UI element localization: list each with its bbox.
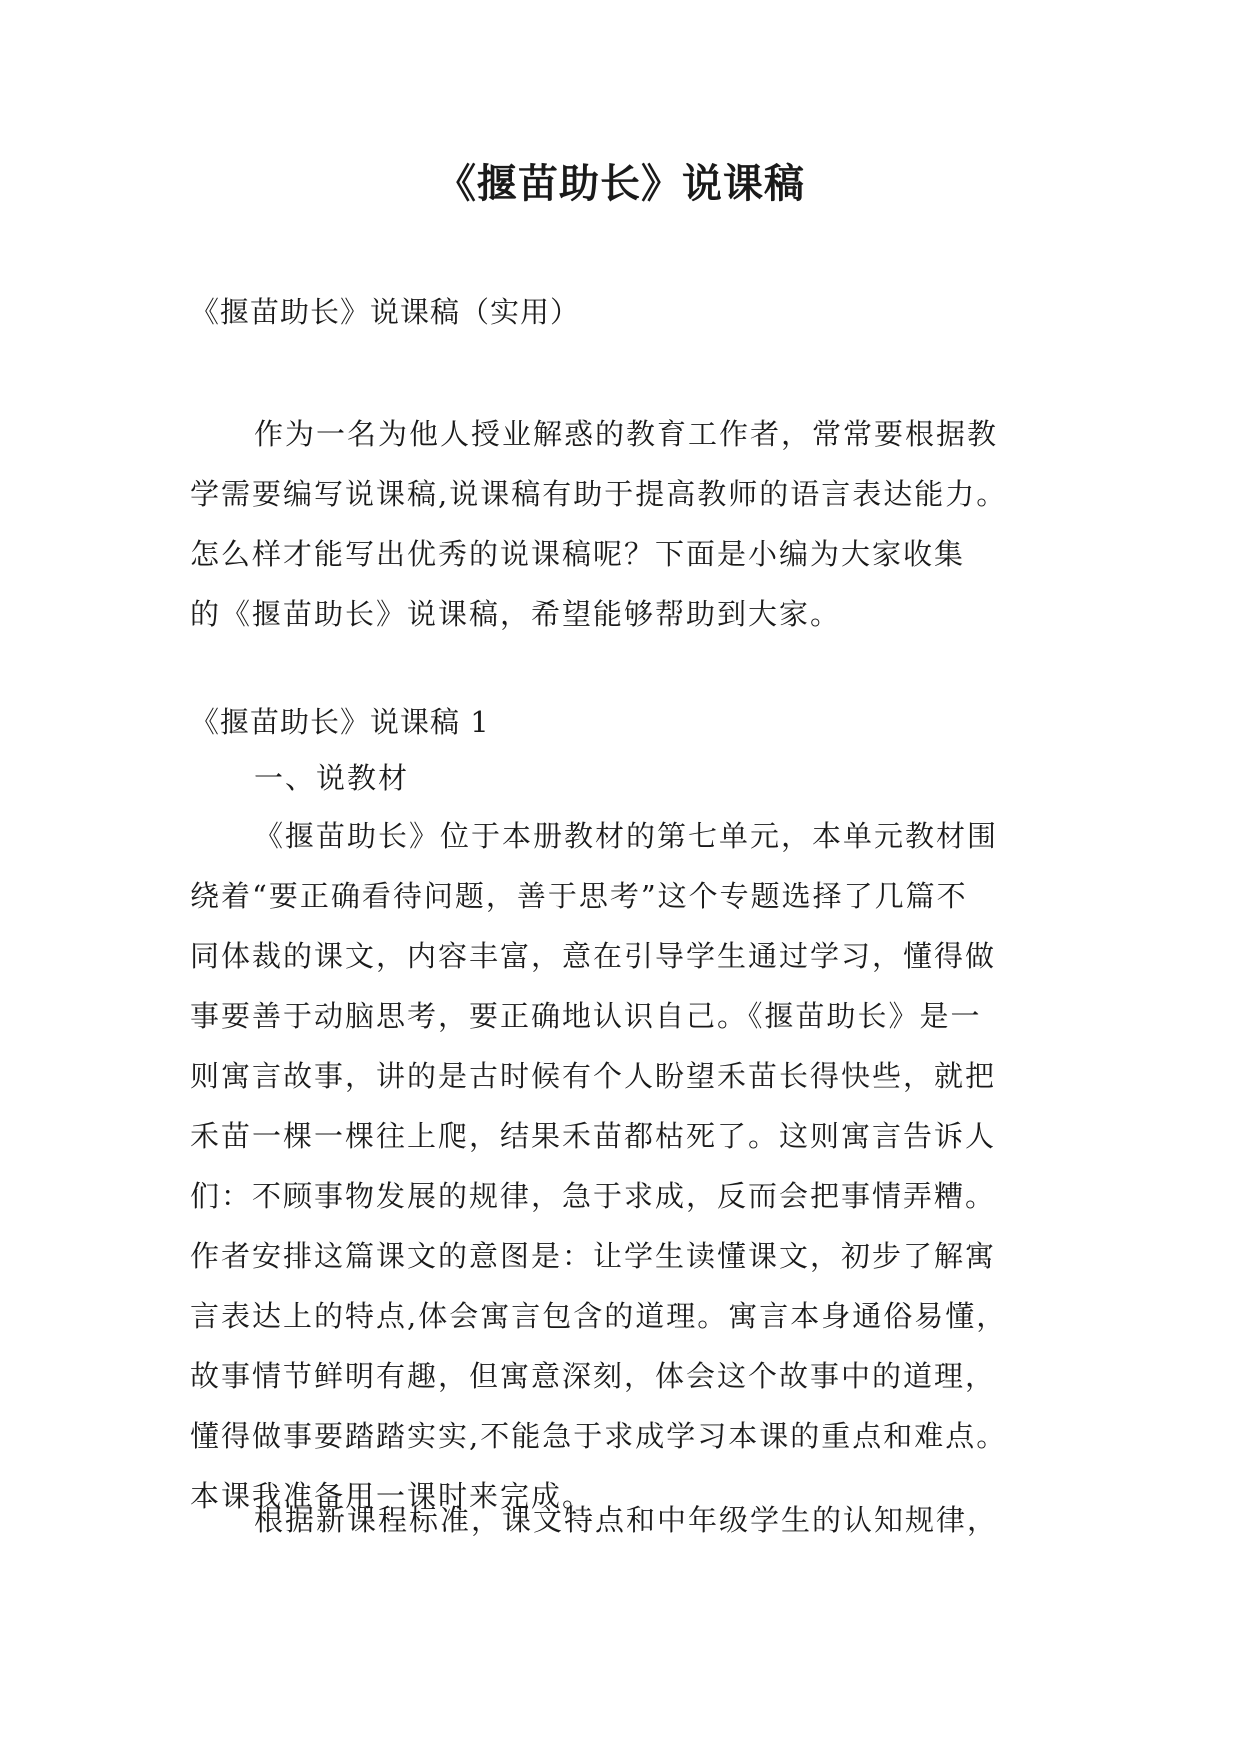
body-line: 同体裁的课文，内容丰富，意在引导学生通过学习，懂得做 [190, 939, 997, 973]
document-title: 《揠苗助长》说课稿 [436, 160, 805, 207]
intro-line: 的《揠苗助长》说课稿，希望能够帮助到大家。 [190, 597, 842, 631]
body-paragraph [190, 1490, 1070, 1550]
body-line: 懂得做事要踏踏实实,不能急于求成学习本课的重点和难点。 [190, 1419, 1008, 1453]
body-line: 故事情节鲜明有趣，但寓意深刻，体会这个故事中的道理， [190, 1359, 997, 1393]
body-line: 言表达上的特点,体会寓言包含的道理。寓言本身通俗易懂， [190, 1299, 1008, 1333]
body-line: 则寓言故事，讲的是古时候有个人盼望禾苗长得快些，就把 [190, 1059, 997, 1093]
section-heading: 一、说教材 [254, 761, 410, 795]
intro-paragraph [190, 404, 1070, 644]
body-line: 《揠苗助长》位于本册教材的第七单元，本单元教材围 [254, 819, 999, 853]
body-line: 本课我准备用一课时来完成。 [190, 1479, 594, 1513]
body-line: 作者安排这篇课文的意图是：让学生读懂课文，初步了解寓 [190, 1239, 997, 1273]
intro-line: 学需要编写说课稿,说课稿有助于提高教师的语言表达能力。 [190, 477, 1008, 511]
body-line: 绕着“要正确看待问题，善于思考”这个专题选择了几篇不 [190, 879, 968, 913]
document-subtitle: 《揠苗助长》说课稿（实用） [190, 295, 581, 329]
body-line: 禾苗一棵一棵往上爬，结果禾苗都枯死了。这则寓言告诉人 [190, 1119, 997, 1153]
body-line: 事要善于动脑思考，要正确地认识自己。《揠苗助长》是一 [190, 999, 982, 1033]
intro-line: 作为一名为他人授业解惑的教育工作者，常常要根据教 [254, 417, 999, 451]
section-title: 《揠苗助长》说课稿 1 [190, 705, 490, 739]
body-paragraph [190, 806, 1070, 1526]
intro-line: 怎么样才能写出优秀的说课稿呢？下面是小编为大家收集 [190, 537, 966, 571]
body-line: 们：不顾事物发展的规律，急于求成，反而会把事情弄糟。 [190, 1179, 997, 1213]
body-line: 根据新课程标准，课文特点和中年级学生的认知规律， [254, 1503, 999, 1537]
